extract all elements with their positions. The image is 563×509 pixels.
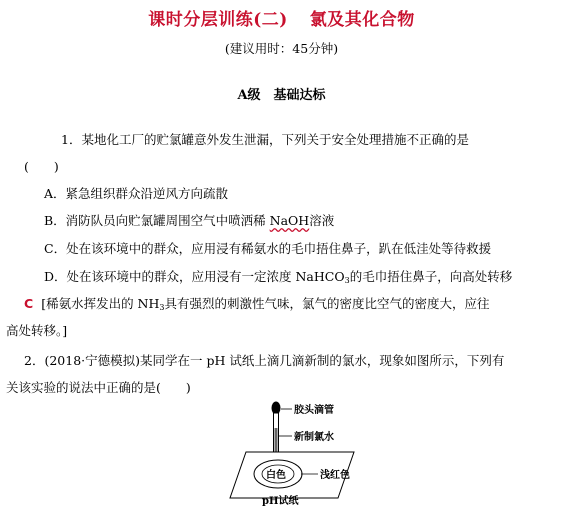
- light-red-label: 浅红色: [320, 470, 350, 481]
- question-1-stem: 1．某地化工厂的贮氯罐意外发生泄漏，下列关于安全处理措施不正确的是: [61, 132, 469, 147]
- option-d-suffix: 的毛巾捂住鼻子，向高处转移: [349, 269, 513, 284]
- question-1-answer: [24, 294, 490, 312]
- option-b-text: B．消防队员向贮氯罐周围空气中喷洒稀: [44, 213, 270, 228]
- ph-paper-figure: [196, 398, 406, 506]
- title-topic: 氯及其化合物: [309, 10, 415, 30]
- title-lesson: 课时分层训练(二): [148, 10, 288, 30]
- ph-paper-label: pH试纸: [262, 496, 299, 506]
- answer-letter: C: [24, 296, 34, 311]
- explanation-subscript: 3: [159, 303, 165, 312]
- question-1-option-a: A．紧急组织群众沿逆风方向疏散: [44, 186, 229, 201]
- question-1-option-d: [44, 267, 512, 285]
- question-2-stem: 2．(2018·宁德模拟)某同学在一 pH 试纸上滴几滴新制的氯水，现象如图所示，下列有: [24, 353, 505, 368]
- white-label: 白色: [266, 470, 286, 481]
- question-1-option-b: [44, 211, 334, 229]
- option-b-chemical: NaOH: [269, 213, 310, 228]
- question-2-stem-cont: 关该实验的说法中正确的是( ): [6, 380, 191, 395]
- question-1-option-c: C．处在该环境中的群众，应用浸有稀氨水的毛巾捂住鼻子，趴在低洼处等待救援: [44, 241, 492, 256]
- question-1-explanation-cont: 高处转移。]: [6, 323, 68, 338]
- explanation-suffix: 具有强烈的刺激性气味，氯气的密度比空气的密度大，应往: [164, 296, 490, 311]
- explanation-text: [稀氨水挥发出的 NH: [41, 296, 160, 311]
- option-d-subscript: 3: [344, 276, 350, 285]
- option-d-text: D．处在该环境中的群众，应用浸有一定浓度 NaHCO: [44, 269, 345, 284]
- suggested-time: (建议用时：45分钟): [224, 41, 339, 56]
- level-heading: A级 基础达标: [237, 88, 326, 103]
- chlorine-water-label: 新制氯水: [294, 432, 334, 443]
- dropper-label: 胶头滴管: [294, 405, 334, 416]
- option-b-suffix: 溶液: [309, 213, 335, 228]
- question-1-blank: ( ): [24, 159, 59, 174]
- page-title: [0, 5, 563, 30]
